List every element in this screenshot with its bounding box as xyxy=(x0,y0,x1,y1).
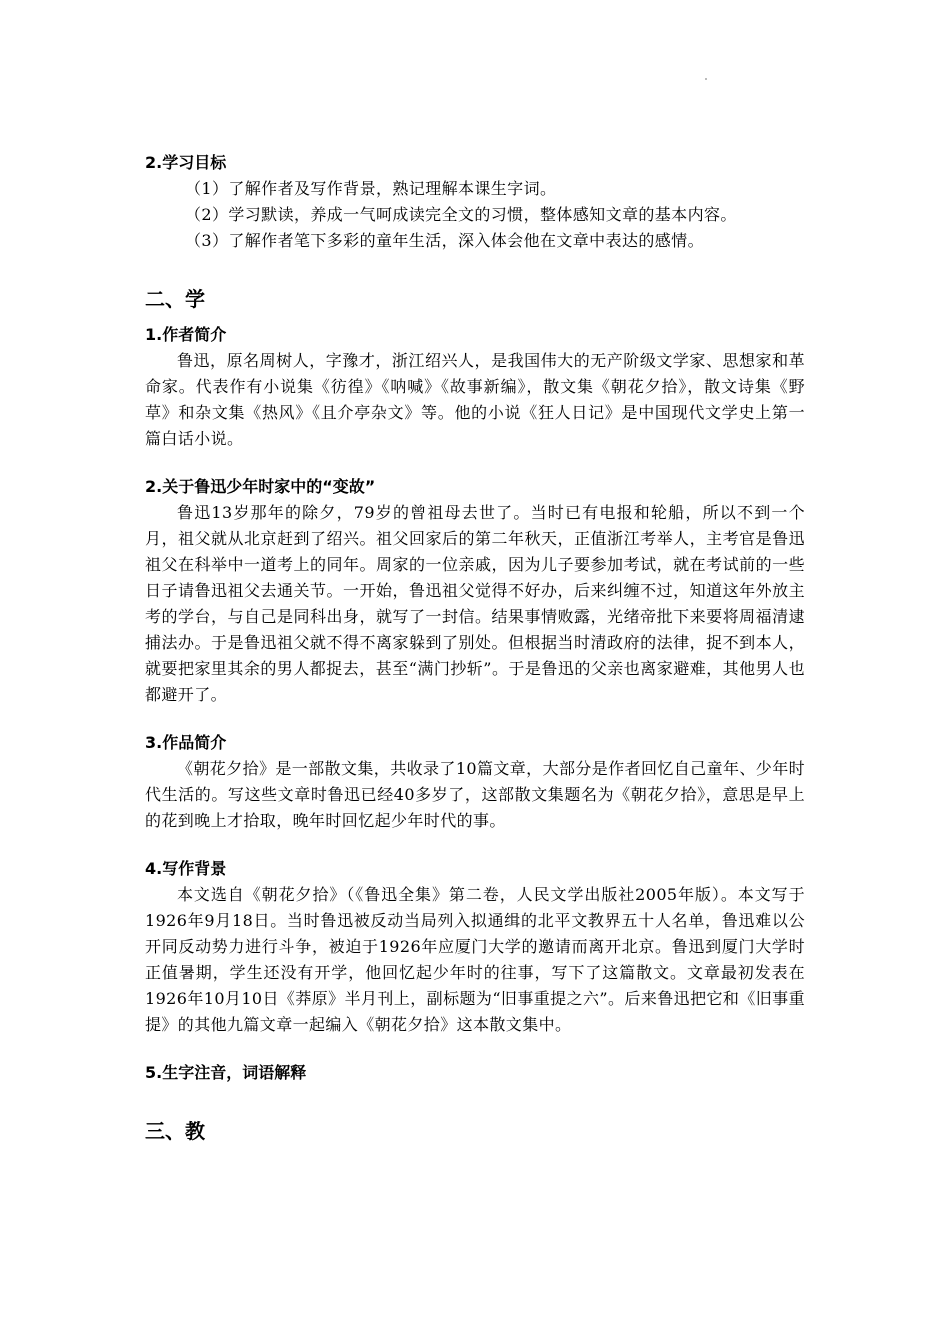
objectives-heading: 2.学习目标 xyxy=(145,153,227,172)
objective-item: （3）了解作者笔下多彩的童年生活，深入体会他在文章中表达的感情。 xyxy=(185,231,704,250)
objective-item: （2）学习默读，养成一气呵成读完全文的习惯，整体感知文章的基本内容。 xyxy=(185,205,737,224)
incident-body: 鲁迅13岁那年的除夕，79岁的曾祖母去世了。当时已有电报和轮船，所以不到一个月，祖父就从北京赶到了绍兴。祖父回家后的第二年秋天，正值浙江考举人，主考官是鲁迅祖父在科举中一道考上的同年。周家的一位亲戚，因为儿子要参加考试，就在考试前的一些日子请鲁迅祖父去通关节。一开始，鲁迅祖父觉得不好办，后来纠缠不过，知道这年外放主考的学台，与自己是同科出身，就写了一封信。结果事情败露，光绪帝批下来要将周福清逮捕法办。于是鲁迅祖父就不得不离家躲到了别处。但根据当时清政府的法律，捉不到本人，就要把家里其余的男人都捉去，甚至“满门抄斩”。于是鲁迅的父亲也离家避难，其他男人也都避开了。 xyxy=(145,503,805,704)
objective-item: （1）了解作者及写作背景，熟记理解本课生字词。 xyxy=(185,179,557,198)
background-body: 本文选自《朝花夕拾》（《鲁迅全集》第二卷，人民文学出版社2005年版）。本文写于1926年9月18日。当时鲁迅被反动当局列入拟通缉的北平文教界五十人名单，鲁迅难以公开同反动势力进行斗争，被迫于1926年应厦门大学的邀请而离开北京。鲁迅到厦门大学时正值暑期，学生还没有开学，他回忆起少年时的往事，写下了这篇散文。文章最初发表在1926年10月10日《莽原》半月刊上，副标题为“旧事重提之六”。后来鲁迅把它和《旧事重提》的其他九篇文章一起编入《朝花夕拾》这本散文集中。 xyxy=(145,885,805,1034)
work-body: 《朝花夕拾》是一部散文集，共收录了10篇文章，大部分是作者回忆自己童年、少年时代生活的。写这些文章时鲁迅已经40多岁了，这部散文集题名为《朝花夕拾》，意思是早上的花到晚上才拾取，晚年时回忆起少年时代的事。 xyxy=(145,759,805,830)
author-heading: 1.作者简介 xyxy=(145,325,227,344)
vocab-heading: 5.生字注音，词语解释 xyxy=(145,1063,307,1082)
page-mark xyxy=(705,78,707,80)
background-heading: 4.写作背景 xyxy=(145,859,227,878)
incident-heading: 2.关于鲁迅少年时家中的“变故” xyxy=(145,477,376,496)
section-teach-heading: 三、教 xyxy=(145,1119,205,1143)
work-heading: 3.作品简介 xyxy=(145,733,227,752)
author-body: 鲁迅，原名周树人，字豫才，浙江绍兴人，是我国伟大的无产阶级文学家、思想家和革命家。代表作有小说集《彷徨》《呐喊》《故事新编》，散文集《朝花夕拾》，散文诗集《野草》和杂文集《热风》《且介亭杂文》等。他的小说《狂人日记》是中国现代文学史上第一篇白话小说。 xyxy=(145,351,805,448)
page-content xyxy=(145,150,805,1146)
section-learn-heading: 二、学 xyxy=(145,287,205,311)
